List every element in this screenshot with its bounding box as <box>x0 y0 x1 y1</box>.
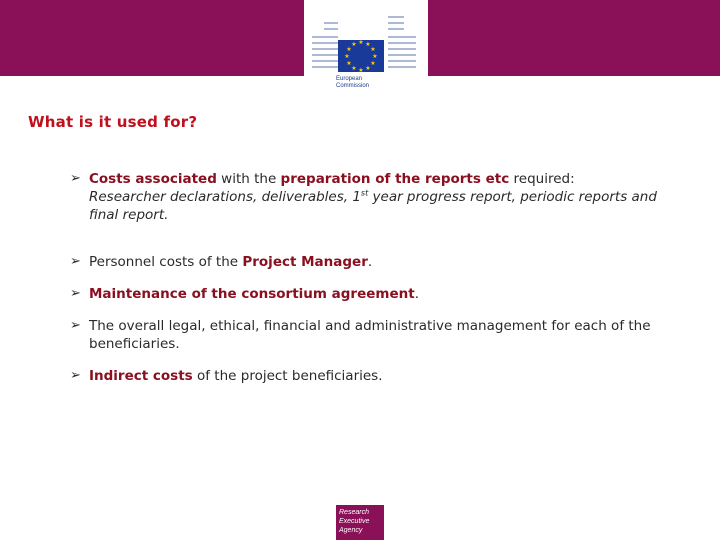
bullet-item <box>70 253 690 271</box>
svg-text:★: ★ <box>372 53 378 60</box>
logo-text <box>336 76 369 90</box>
arrow-bullet-icon: ➢ <box>70 171 81 186</box>
subtext-before: Researcher declarations, deliverables, 1 <box>89 189 361 205</box>
bullet-list <box>70 170 690 385</box>
logo-line-european: European <box>336 76 363 82</box>
bullet-text: The overall legal, ethical, financial and administrative management for each of the beneficiaries. <box>89 318 651 352</box>
bullet-text: . <box>414 286 419 302</box>
bullet-item <box>70 285 690 303</box>
highlighted-text: Maintenance of the consortium agreement <box>89 286 415 302</box>
highlighted-text: Costs associated <box>89 171 217 187</box>
arrow-bullet-icon: ➢ <box>70 254 81 269</box>
svg-text:★: ★ <box>346 46 352 53</box>
bullet-subtext <box>89 189 657 223</box>
bullet-text: Personnel costs of the <box>89 254 243 270</box>
subtext-superscript: st <box>360 188 369 198</box>
rea-logo <box>336 505 384 540</box>
svg-text:★: ★ <box>370 60 376 67</box>
arrow-bullet-icon: ➢ <box>70 318 81 333</box>
bullet-item <box>70 170 690 224</box>
bullet-text: with the <box>216 171 281 187</box>
rea-line-agency: Agency <box>339 527 363 534</box>
highlighted-text: preparation of the reports etc <box>280 171 510 187</box>
rea-line-executive: Executive <box>339 518 370 525</box>
subtext-after: year progress report, periodic reports and final report. <box>89 189 657 223</box>
svg-text:★: ★ <box>358 39 364 46</box>
svg-text:★: ★ <box>365 41 371 48</box>
svg-text:★: ★ <box>351 65 357 72</box>
svg-text:★: ★ <box>358 67 364 74</box>
bullet-text: of the project beneficiaries. <box>192 368 383 384</box>
slide-title: What is it used for? <box>28 113 198 131</box>
svg-text:★: ★ <box>365 65 371 72</box>
bullet-item <box>70 317 690 353</box>
highlighted-text: Indirect costs <box>89 368 193 384</box>
bullet-text: required: <box>509 171 575 187</box>
bullet-text: . <box>367 254 373 270</box>
bullet-item <box>70 367 690 385</box>
arrow-bullet-icon: ➢ <box>70 368 81 383</box>
svg-text:★: ★ <box>370 46 376 53</box>
arrow-bullet-icon: ➢ <box>70 286 81 301</box>
svg-text:★: ★ <box>346 60 352 67</box>
logo-line-commission: Commission <box>336 83 370 89</box>
european-commission-logo <box>304 0 428 100</box>
svg-text:★: ★ <box>351 41 357 48</box>
rea-logo-text <box>339 508 369 535</box>
rea-line-research: Research <box>339 509 369 516</box>
svg-text:★: ★ <box>344 53 350 60</box>
highlighted-text: Project Manager <box>242 254 368 270</box>
